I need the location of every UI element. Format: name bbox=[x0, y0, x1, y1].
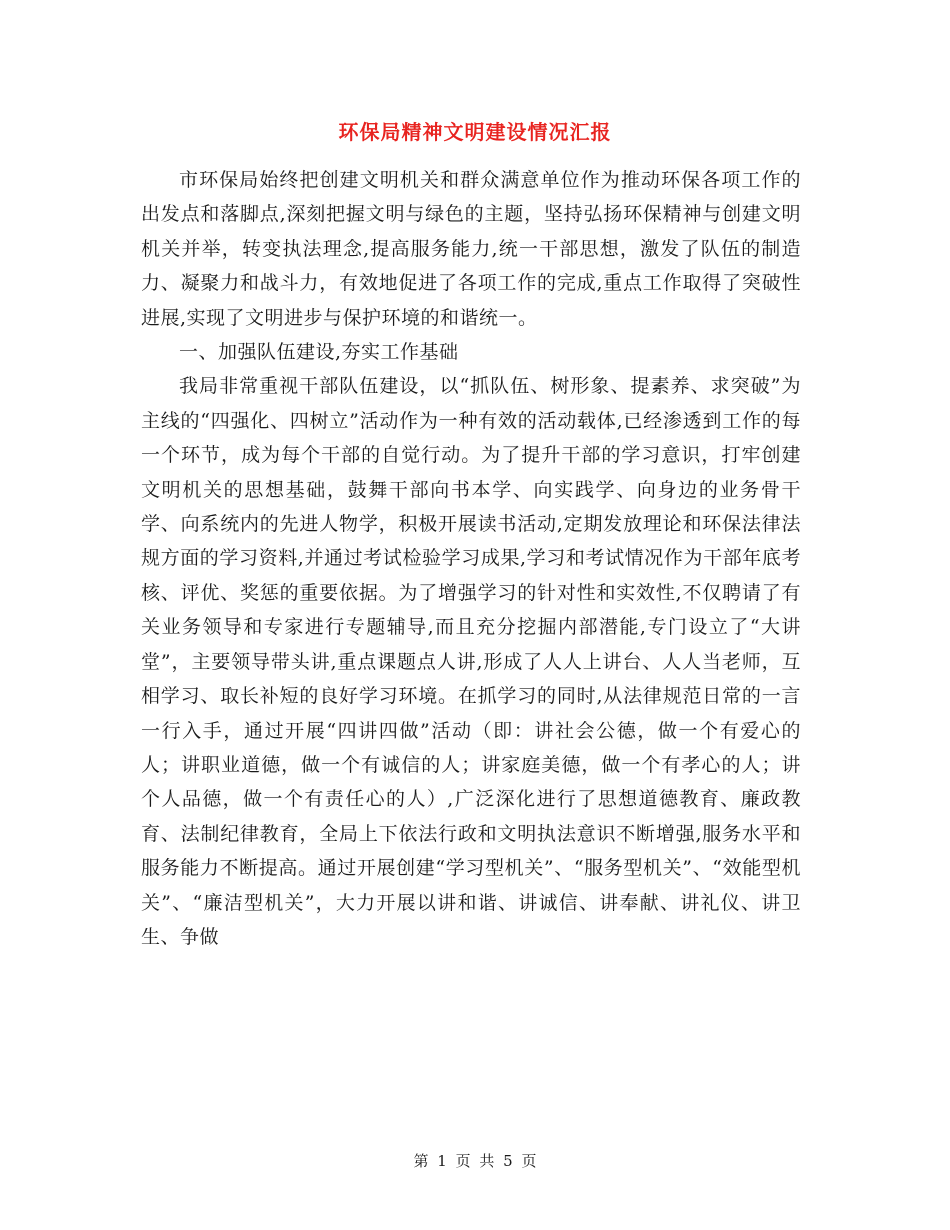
paragraph-team-building: 我局非常重视干部队伍建设，以“抓队伍、树形象、提素养、求突破”为主线的“四强化、四树立”活动作为一种有效的活动载体,已经渗透到工作的每一个环节，成为每个干部的自觉行动。为了提升干部的学习意识，打牢创建文明机关的思想基础，鼓舞干部向书本学、向实践学、向身边的业务骨干学、向系统内的先进人物学，积极开展读书活动,定期发放理论和环保法律法规方面的学习资料,并通过考试检验学习成果,学习和考试情况作为干部年底考核、评优、奖惩的重要依据。为了增强学习的针对性和实效性,不仅聘请了有关业务领导和专家进行专题辅导,而且充分挖掘内部潜能,专门设立了“大讲堂”，主要领导带头讲,重点课题点人讲,形成了人人上讲台、人人当老师，互相学习、取长补短的良好学习环境。在抓学习的同时,从法律规范日常的一言一行入手，通过开展“四讲四做”活动（即：讲社会公德，做一个有爱心的人；讲职业道德，做一个有诚信的人；讲家庭美德，做一个有孝心的人；讲个人品德，做一个有责任心的人）,广泛深化进行了思想道德教育、廉政教育、法制纪律教育，全局上下依法行政和文明执法意识不断增强,服务水平和服务能力不断提高。通过开展创建“学习型机关”、“服务型机关”、“效能型机关”、“廉洁型机关”，大力开展以讲和谐、讲诚信、讲奉献、讲礼仪、讲卫生、争做 bbox=[141, 375, 801, 948]
document-title: 环保局精神文明建设情况汇报 bbox=[338, 120, 612, 144]
page-prefix: 第 bbox=[413, 1152, 429, 1170]
page-footer bbox=[0, 1150, 950, 1171]
paragraph-intro: 市环保局始终把创建文明机关和群众满意单位作为推动环保各项工作的出发点和落脚点,深刻把握文明与绿色的主题，坚持弘扬环保精神与创建文明机关并举，转变执法理念,提高服务能力,统一干部思想，激发了队伍的制造力、凝聚力和战斗力，有效地促进了各项工作的完成,重点工作取得了突破性进展,实现了文明进步与保护环境的和谐统一。 bbox=[141, 169, 801, 329]
section-heading-1: 一、加强队伍建设,夯实工作基础 bbox=[179, 341, 459, 364]
page-suffix: 页 bbox=[521, 1152, 537, 1170]
page-total: 5 bbox=[503, 1152, 513, 1170]
page-middle: 页 共 bbox=[455, 1152, 495, 1170]
document-body bbox=[141, 163, 801, 954]
page-number: 1 bbox=[437, 1152, 447, 1170]
